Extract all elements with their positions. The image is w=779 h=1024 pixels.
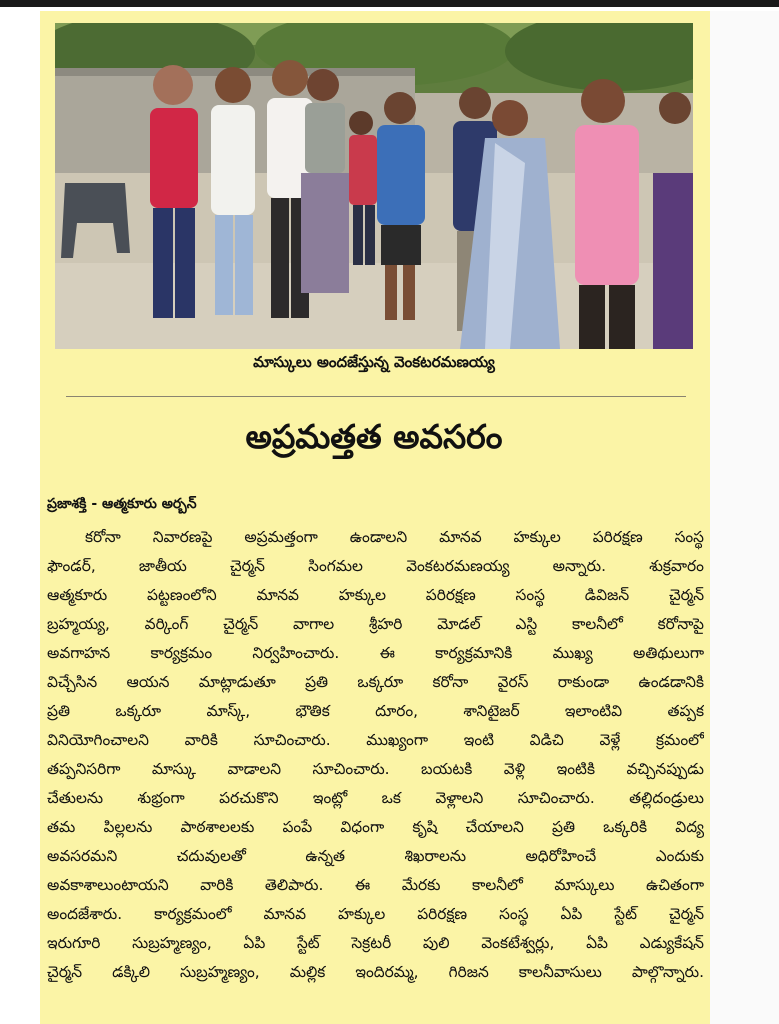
top-bar [0,0,779,7]
body-line: విచ్చేసిన ఆయన మాట్లాడుతూ ప్రతి ఒక్కరూ కరోనా వైరస్ రాకుండా ఉండడానికి [47,673,704,691]
photo-caption: మాస్కులు అందజేస్తున్న వెంకటరమణయ్య [253,353,495,371]
body-line: ఆత్మకూరు పట్టణంలోని మానవ హక్కుల పరిరక్షణ సంస్థ డివిజన్ చైర్మన్ [47,586,704,604]
headline: అప్రమత్తత అవసరం [245,417,503,456]
body-line: చైర్మన్ డక్కిలి సుబ్రహ్మణ్యం, మల్లిక ఇందిరమ్మ, గిరిజన కాలనీవాసులు పాల్గొన్నారు. [47,963,704,981]
page-margin [710,11,779,1024]
body-line: తప్పనిసరిగా మాస్కు వాడాలని సూచించారు. బయటకి వెళ్లి ఇంటికి వచ్చినప్పుడు [47,760,704,778]
body-line: చేతులను శుభ్రంగా పరచుకొని ఇంట్లో ఒక వెళ్లాలని సూచించారు. తల్లిదండ్రులు [47,789,704,807]
body-line: వినియోగించాలని వారికి సూచించారు. ముఖ్యంగా ఇంటి విడిచి వెళ్లే క్రమంలో [47,731,704,749]
dateline: ప్రజాశక్తి - ఆత్మకూరు అర్బన్ [47,496,197,512]
body-line: అవకాశాలుంటాయని వారికి తెలిపారు. ఈ మేరకు కాలనీలో మాస్కులు ఉచితంగా [47,876,704,894]
body-line: తమ పిల్లలను పాఠశాలలకు పంపే విధంగా కృషి చేయాలని ప్రతి ఒక్కరికి విద్య [47,818,704,836]
body-line: అవగాహన కార్యక్రమం నిర్వహించారు. ఈ కార్యక్రమానికి ముఖ్య అతిథులుగా [47,644,704,662]
body-line: అవసరమని చదువులతో ఉన్నత శిఖరాలను అధిరోహించే ఎందుకు [47,847,704,865]
body-line: బ్రహ్మయ్య, వర్కింగ్ చైర్మన్ వాగాల శ్రీహరి మోడల్ ఎస్టి కాలనీలో కరోనాపై [47,615,704,633]
divider-rule [66,396,686,397]
body-line: ఫౌండర్, జాతీయ చైర్మన్ సింగమల వెంకటరమణయ్య అన్నారు. శుక్రవారం [47,557,704,575]
article-body [47,523,704,987]
body-line: ప్రతి ఒక్కరూ మాస్క్, భౌతిక దూరం, శానిటైజర్ ఇలాంటివి తప్పక [47,702,704,720]
body-line: ఇరుగూరి సుబ్రహ్మణ్యం, ఏపి స్టేట్ సెక్రటరీ పులి వెంకటేశ్వర్లు, ఏపి ఎడ్యుకేషన్ [47,934,704,952]
body-line: అందజేశారు. కార్యక్రమంలో మానవ హక్కుల పరిరక్షణ సంస్థ ఏపి స్టేట్ చైర్మన్ [47,905,704,923]
news-photo [55,23,693,349]
body-line: కరోనా నివారణపై అప్రమత్తంగా ఉండాలని మానవ హక్కుల పరిరక్షణ సంస్థ [85,528,704,546]
